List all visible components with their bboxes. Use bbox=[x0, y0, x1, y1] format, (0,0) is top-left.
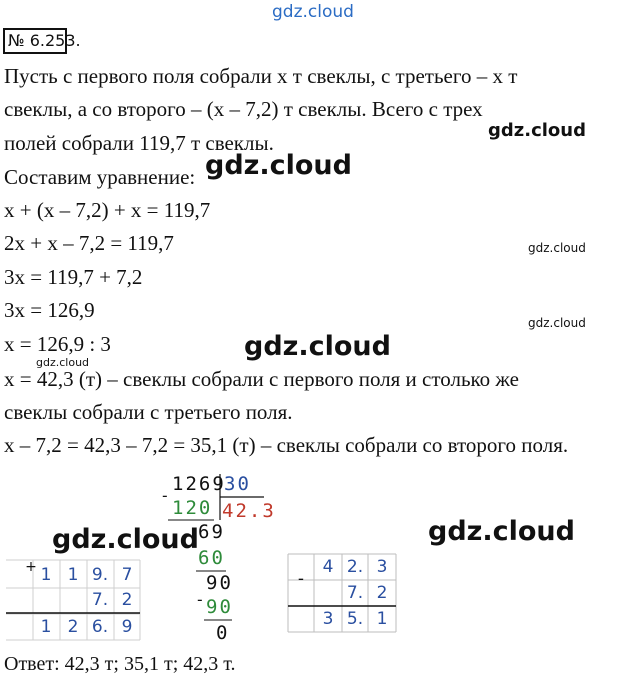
subtraction-sign: - bbox=[297, 569, 305, 589]
addition-digit: 7 bbox=[121, 565, 133, 585]
text-line: x – 7,2 = 42,3 – 7,2 = 35,1 (т) – свеклы собрали со второго поля. bbox=[4, 433, 569, 457]
answer-line: Ответ: 42,3 т; 35,1 т; 42,3 т. bbox=[4, 653, 236, 675]
addition-digit: 2 bbox=[67, 617, 79, 637]
addition-digit: 7. bbox=[91, 590, 109, 610]
addition-digit: 1 bbox=[67, 565, 79, 585]
division-step: 69 bbox=[198, 521, 225, 543]
division-minus: - bbox=[195, 590, 207, 609]
subtraction-digit: 1 bbox=[376, 609, 388, 629]
task-number: № 6.253. bbox=[3, 28, 67, 54]
equation-line: 3x = 119,7 + 7,2 bbox=[4, 265, 143, 289]
addition-digit: 1 bbox=[40, 565, 52, 585]
watermark: gdz.cloud bbox=[528, 316, 586, 330]
addition-digit: 9 bbox=[121, 617, 133, 637]
equation-line: x = 126,9 : 3 bbox=[4, 332, 111, 356]
text-line: Пусть с первого поля собрали x т свеклы, с третьего – x т bbox=[4, 64, 518, 88]
equation-line: 2x + x – 7,2 = 119,7 bbox=[4, 231, 174, 255]
addition-digit: 1 bbox=[40, 617, 52, 637]
text-line: полей собрали 119,7 т свеклы. bbox=[4, 131, 274, 155]
addition-sign: + bbox=[25, 559, 37, 575]
addition-digit: 9. bbox=[91, 565, 109, 585]
addition-digit: 2 bbox=[121, 590, 133, 610]
division-step: 60 bbox=[198, 547, 225, 569]
text-line: Составим уравнение: bbox=[4, 165, 196, 189]
watermark: gdz.cloud bbox=[52, 524, 199, 555]
subtraction-digit: 5. bbox=[346, 609, 364, 629]
subtraction-digit: 7. bbox=[346, 583, 364, 603]
watermark: gdz.cloud bbox=[428, 516, 575, 547]
division-step: 90 bbox=[206, 572, 233, 594]
subtraction-digit: 3 bbox=[322, 609, 334, 629]
division-step: 120 bbox=[172, 497, 213, 519]
division-step: 90 bbox=[206, 596, 233, 618]
division-quotient: 42.3 bbox=[222, 500, 276, 522]
division-step: 0 bbox=[216, 622, 230, 644]
subtraction-digit: 3 bbox=[376, 557, 388, 577]
watermark-top: gdz.cloud bbox=[272, 2, 354, 22]
watermark: gdz.cloud bbox=[205, 150, 352, 181]
watermark: gdz.cloud bbox=[528, 241, 586, 255]
watermark: gdz.cloud bbox=[36, 356, 90, 369]
addition-digit: 6. bbox=[91, 617, 109, 637]
division-minus: - bbox=[160, 486, 172, 505]
subtraction-digit: 4 bbox=[322, 557, 334, 577]
text-line: x = 42,3 (т) – свеклы собрали с первого поля и столько же bbox=[4, 367, 519, 391]
subtraction-digit: 2 bbox=[376, 583, 388, 603]
watermark: gdz.cloud bbox=[244, 331, 391, 362]
equation-line: 3x = 126,9 bbox=[4, 298, 95, 322]
text-line: свеклы, а со второго – (x – 7,2) т свеклы. Всего с трех bbox=[4, 97, 483, 121]
division-divisor: 30 bbox=[224, 473, 251, 495]
equation-line: x + (x – 7,2) + x = 119,7 bbox=[4, 198, 211, 222]
subtraction-digit: 2. bbox=[346, 557, 364, 577]
watermark: gdz.cloud bbox=[488, 120, 586, 141]
division-dividend: 1269 bbox=[172, 473, 226, 495]
text-line: свеклы собрали с третьего поля. bbox=[4, 400, 293, 424]
